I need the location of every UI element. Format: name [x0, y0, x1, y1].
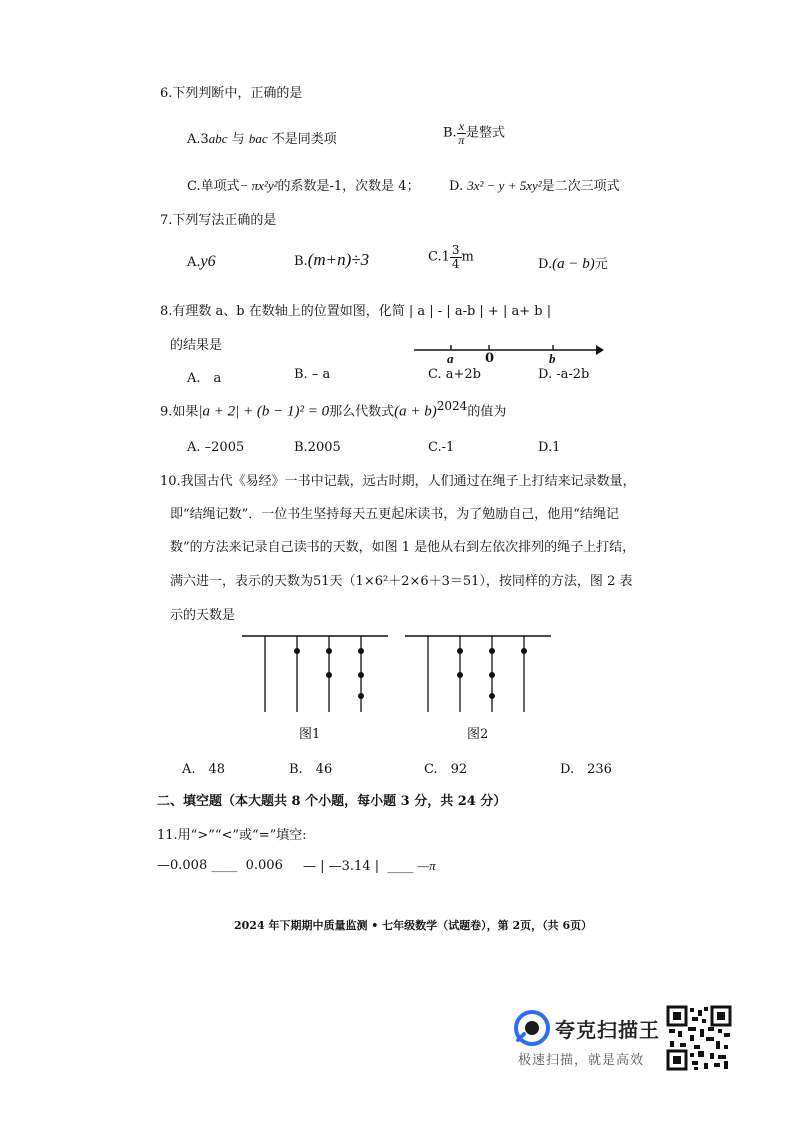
fig1-knot-rope4-2 — [358, 672, 364, 678]
axis-label-a: a — [447, 351, 454, 366]
question-8-stem: 8.有理数 a、b 在数轴上的位置如图，化简 | a | - | a-b | + | a+ b | — [160, 304, 552, 319]
page-footer: 2024 年下期期中质量监测 • 七年级数学（试题卷），第 2页，（共 6页） — [234, 919, 593, 932]
question-10-line-3: 数”的方法来记录自己读书的天数，如图 1 是他从右到左依次排列的绳子上打结， — [170, 540, 636, 555]
section-2-title: 二、填空题（本大题共 8 个小题，每小题 3 分，共 24 分） — [157, 794, 507, 809]
q6-option-b: B. $\frac{x}{\pi}$ 是整式 — [443, 119, 506, 147]
q8-option-b: B. – a — [294, 367, 331, 382]
q9-option-a: A. –2005 — [187, 440, 245, 455]
qr-code-icon — [666, 1005, 732, 1071]
question-7-stem: 7.下列写法正确的是 — [160, 213, 277, 228]
q10-option-a: A. 48 — [182, 762, 226, 777]
figure-1-label: 图1 — [299, 727, 321, 742]
fig1-knot-rope3-1 — [326, 648, 332, 654]
figure-1-knots — [240, 630, 390, 716]
number-line-arrow — [596, 345, 604, 355]
question-8-stem-continued: 的结果是 — [170, 338, 223, 353]
figure-2-label: 图2 — [467, 727, 489, 742]
q9-option-b: B.2005 — [294, 440, 341, 455]
fig2-knot-rope3-2 — [489, 672, 495, 678]
q9-option-c: C.-1 — [428, 440, 455, 455]
question-10-line-2: 即“结绳记数”．一位书生坚持每天五更起床读书，为了勉励自己，他用“结绳记 — [170, 507, 619, 522]
brand-name: 夸克扫描王 — [555, 1018, 660, 1042]
fig1-knot-rope2-1 — [294, 648, 300, 654]
figure-2-knots — [403, 630, 553, 716]
fig1-knot-rope3-2 — [326, 672, 332, 678]
q11-left-comparison: —0.008 ____ 0.006 — [157, 858, 283, 873]
fig2-rope-group — [428, 636, 524, 712]
q7-option-c: C.1 $\frac{3}{4}$ m — [428, 243, 474, 271]
q7-option-b: B.(m+n)÷3 — [294, 250, 370, 269]
q8-option-d: D. -a-2b — [538, 367, 590, 382]
q6-option-a: A.3abc 与 bac 不是同类项 — [187, 131, 337, 147]
question-10-line-1: 10.我国古代《易经》一书中记载，远古时期，人们通过在绳子上打结来记录数量， — [160, 474, 636, 489]
question-10-line-5: 示的天数是 — [170, 608, 236, 623]
q8-option-a: A. a — [187, 371, 222, 386]
axis-label-zero: 0 — [485, 351, 495, 366]
fig2-knot-rope2-2 — [457, 672, 463, 678]
fig2-knot-rope3-3 — [489, 693, 495, 699]
q7-option-d: D.(a − b)元 — [538, 256, 608, 272]
fig2-knot-rope3-1 — [489, 648, 495, 654]
q10-option-c: C. 92 — [424, 762, 468, 777]
q10-option-d: D. 236 — [560, 762, 612, 777]
fig2-knot-rope2-1 — [457, 648, 463, 654]
q6-option-c: C.单项式− πx²y²的系数是-1，次数是 4； — [187, 178, 420, 194]
q8-option-c: C. a+2b — [428, 367, 481, 382]
scanner-app-logo-icon — [514, 1010, 550, 1046]
q9-option-d: D.1 — [538, 440, 561, 455]
question-11-stem: 11.用“>”“<”或“=”填空: — [157, 828, 307, 843]
q10-option-b: B. 46 — [289, 762, 333, 777]
brand-slogan: 极速扫描，就是高效 — [518, 1053, 645, 1068]
q6-option-d: D. 3x² − y + 5xy²是二次三项式 — [449, 178, 620, 194]
fig1-rope-group — [265, 636, 361, 712]
fig1-knot-rope4-3 — [358, 693, 364, 699]
axis-label-b: b — [549, 351, 556, 366]
fig2-knot-rope4-1 — [521, 648, 527, 654]
question-9-stem: 9.如果|a + 2| + (b − 1)² = 0那么代数式$(a + b)^{2024}$的值为 — [160, 399, 507, 420]
question-6-stem: 6.下列判断中，正确的是 — [160, 86, 303, 101]
question-10-line-4: 满六进一，表示的天数为51天（1×6²＋2×6＋3＝51），按同样的方法，图 2 表 — [170, 574, 633, 589]
q11-right-comparison: — | —3.14 | ____ —π — [303, 858, 436, 874]
q7-option-a: A.y6 — [187, 253, 216, 270]
fig1-knot-rope4-1 — [358, 648, 364, 654]
